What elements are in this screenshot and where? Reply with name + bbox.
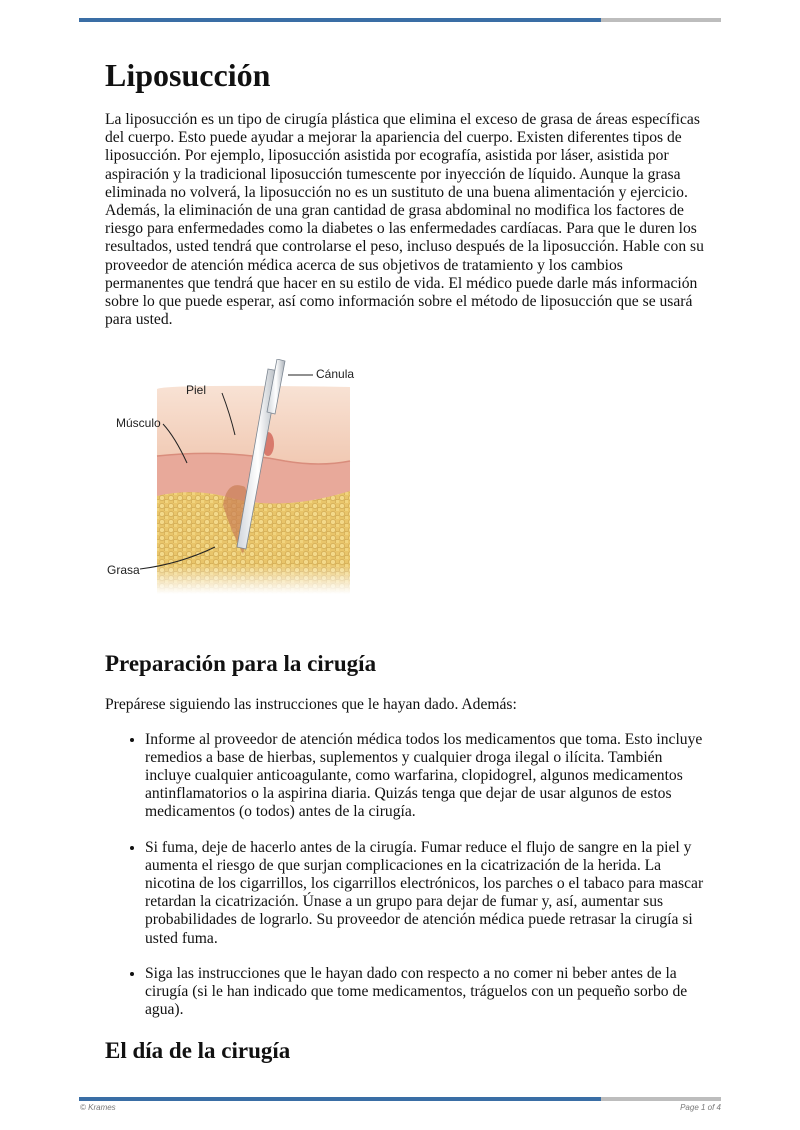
heading-preparation: Preparación para la cirugía — [105, 651, 377, 677]
top-rule — [79, 18, 721, 22]
liposuction-illustration — [105, 359, 375, 594]
heading-surgery-day: El día de la cirugía — [105, 1038, 291, 1064]
label-grasa: Grasa — [107, 563, 140, 578]
preparation-lead: Prepárese siguiendo las instrucciones que le hayan dado. Además: — [105, 696, 517, 714]
top-rule-gray — [601, 18, 721, 22]
list-item: • Siga las instrucciones que le hayan dado con respecto a no comer ni beber antes de la cirugía (si le han indicado que tome medicamentos, tráguelos con un pequeño sorbo de agua). — [145, 965, 705, 1020]
fat-fade — [157, 564, 350, 594]
page-title: Liposucción — [105, 57, 271, 93]
liposuction-diagram — [105, 359, 375, 594]
label-musculo: Músculo — [116, 416, 161, 431]
label-canula: Cánula — [316, 367, 355, 382]
document-body — [105, 55, 705, 1066]
footer-copyright: © Krames — [80, 1103, 116, 1112]
bottom-rule-gray — [601, 1097, 721, 1101]
footer-page-number: Page 1 of 4 — [680, 1103, 721, 1112]
intro-paragraph: La liposucción es un tipo de cirugía plástica que elimina el exceso de grasa de áreas específicas del cuerpo. Esto puede ayudar a mejorar la apariencia del cuerpo. Existen diferentes tipos de liposucción. Por ejemplo, liposucción asistida por ecografía, asistida por láser, asistida por aspiración y la tradicional liposucción tumescente por inyección de líquido. Aunque la grasa eliminada no volverá, la liposucción no es un sustituto de una buena alimentación y ejercicio. Además, la eliminación de una gran cantidad de grasa abdominal no modifica los factores de riesgo para enfermedades como la diabetes o las enfermedades cardíacas. Para que le duren los resultados, usted tendrá que controlarse el peso, incluso después de la liposucción. Hable con su proveedor de atención médica acerca de sus objetivos de tratamiento y los cambios permanentes que tendrá que hacer en su estilo de vida. El médico puede darle más información sobre lo que puede esperar, así como información sobre el método de liposucción que se usará para usted. — [105, 111, 704, 329]
top-rule-blue — [79, 18, 601, 22]
list-item: • Informe al proveedor de atención médica todos los medicamentos que toma. Esto incluye remedios a base de hierbas, suplementos y cualquier droga ilegal o ilícita. También incluye cualquier anticoagulante, como warfarina, clopidogrel, algunos medicamentos antinflamatorios o la aspirina diaria. Quizás tenga que dejar de usar algunos de estos medicamentos (o todos) antes de la cirugía. — [145, 731, 705, 822]
list-item: • Si fuma, deje de hacerlo antes de la cirugía. Fumar reduce el flujo de sangre en la piel y aumenta el riesgo de que surjan complicaciones en la cicatrización de la herida. La nicotina de los cigarrillos, los cigarrillos electrónicos, los parches o el tabaco para mascar retardan la cicatrización. Únase a un grupo para dejar de fumar y, así, aumentar sus probabilidades de lograrlo. Su proveedor de atención médica puede retrasar la cirugía si usted fuma. — [145, 839, 705, 948]
bottom-rule — [79, 1097, 721, 1101]
label-piel: Piel — [186, 383, 207, 398]
preparation-list — [105, 731, 705, 1020]
bottom-rule-blue — [79, 1097, 601, 1101]
